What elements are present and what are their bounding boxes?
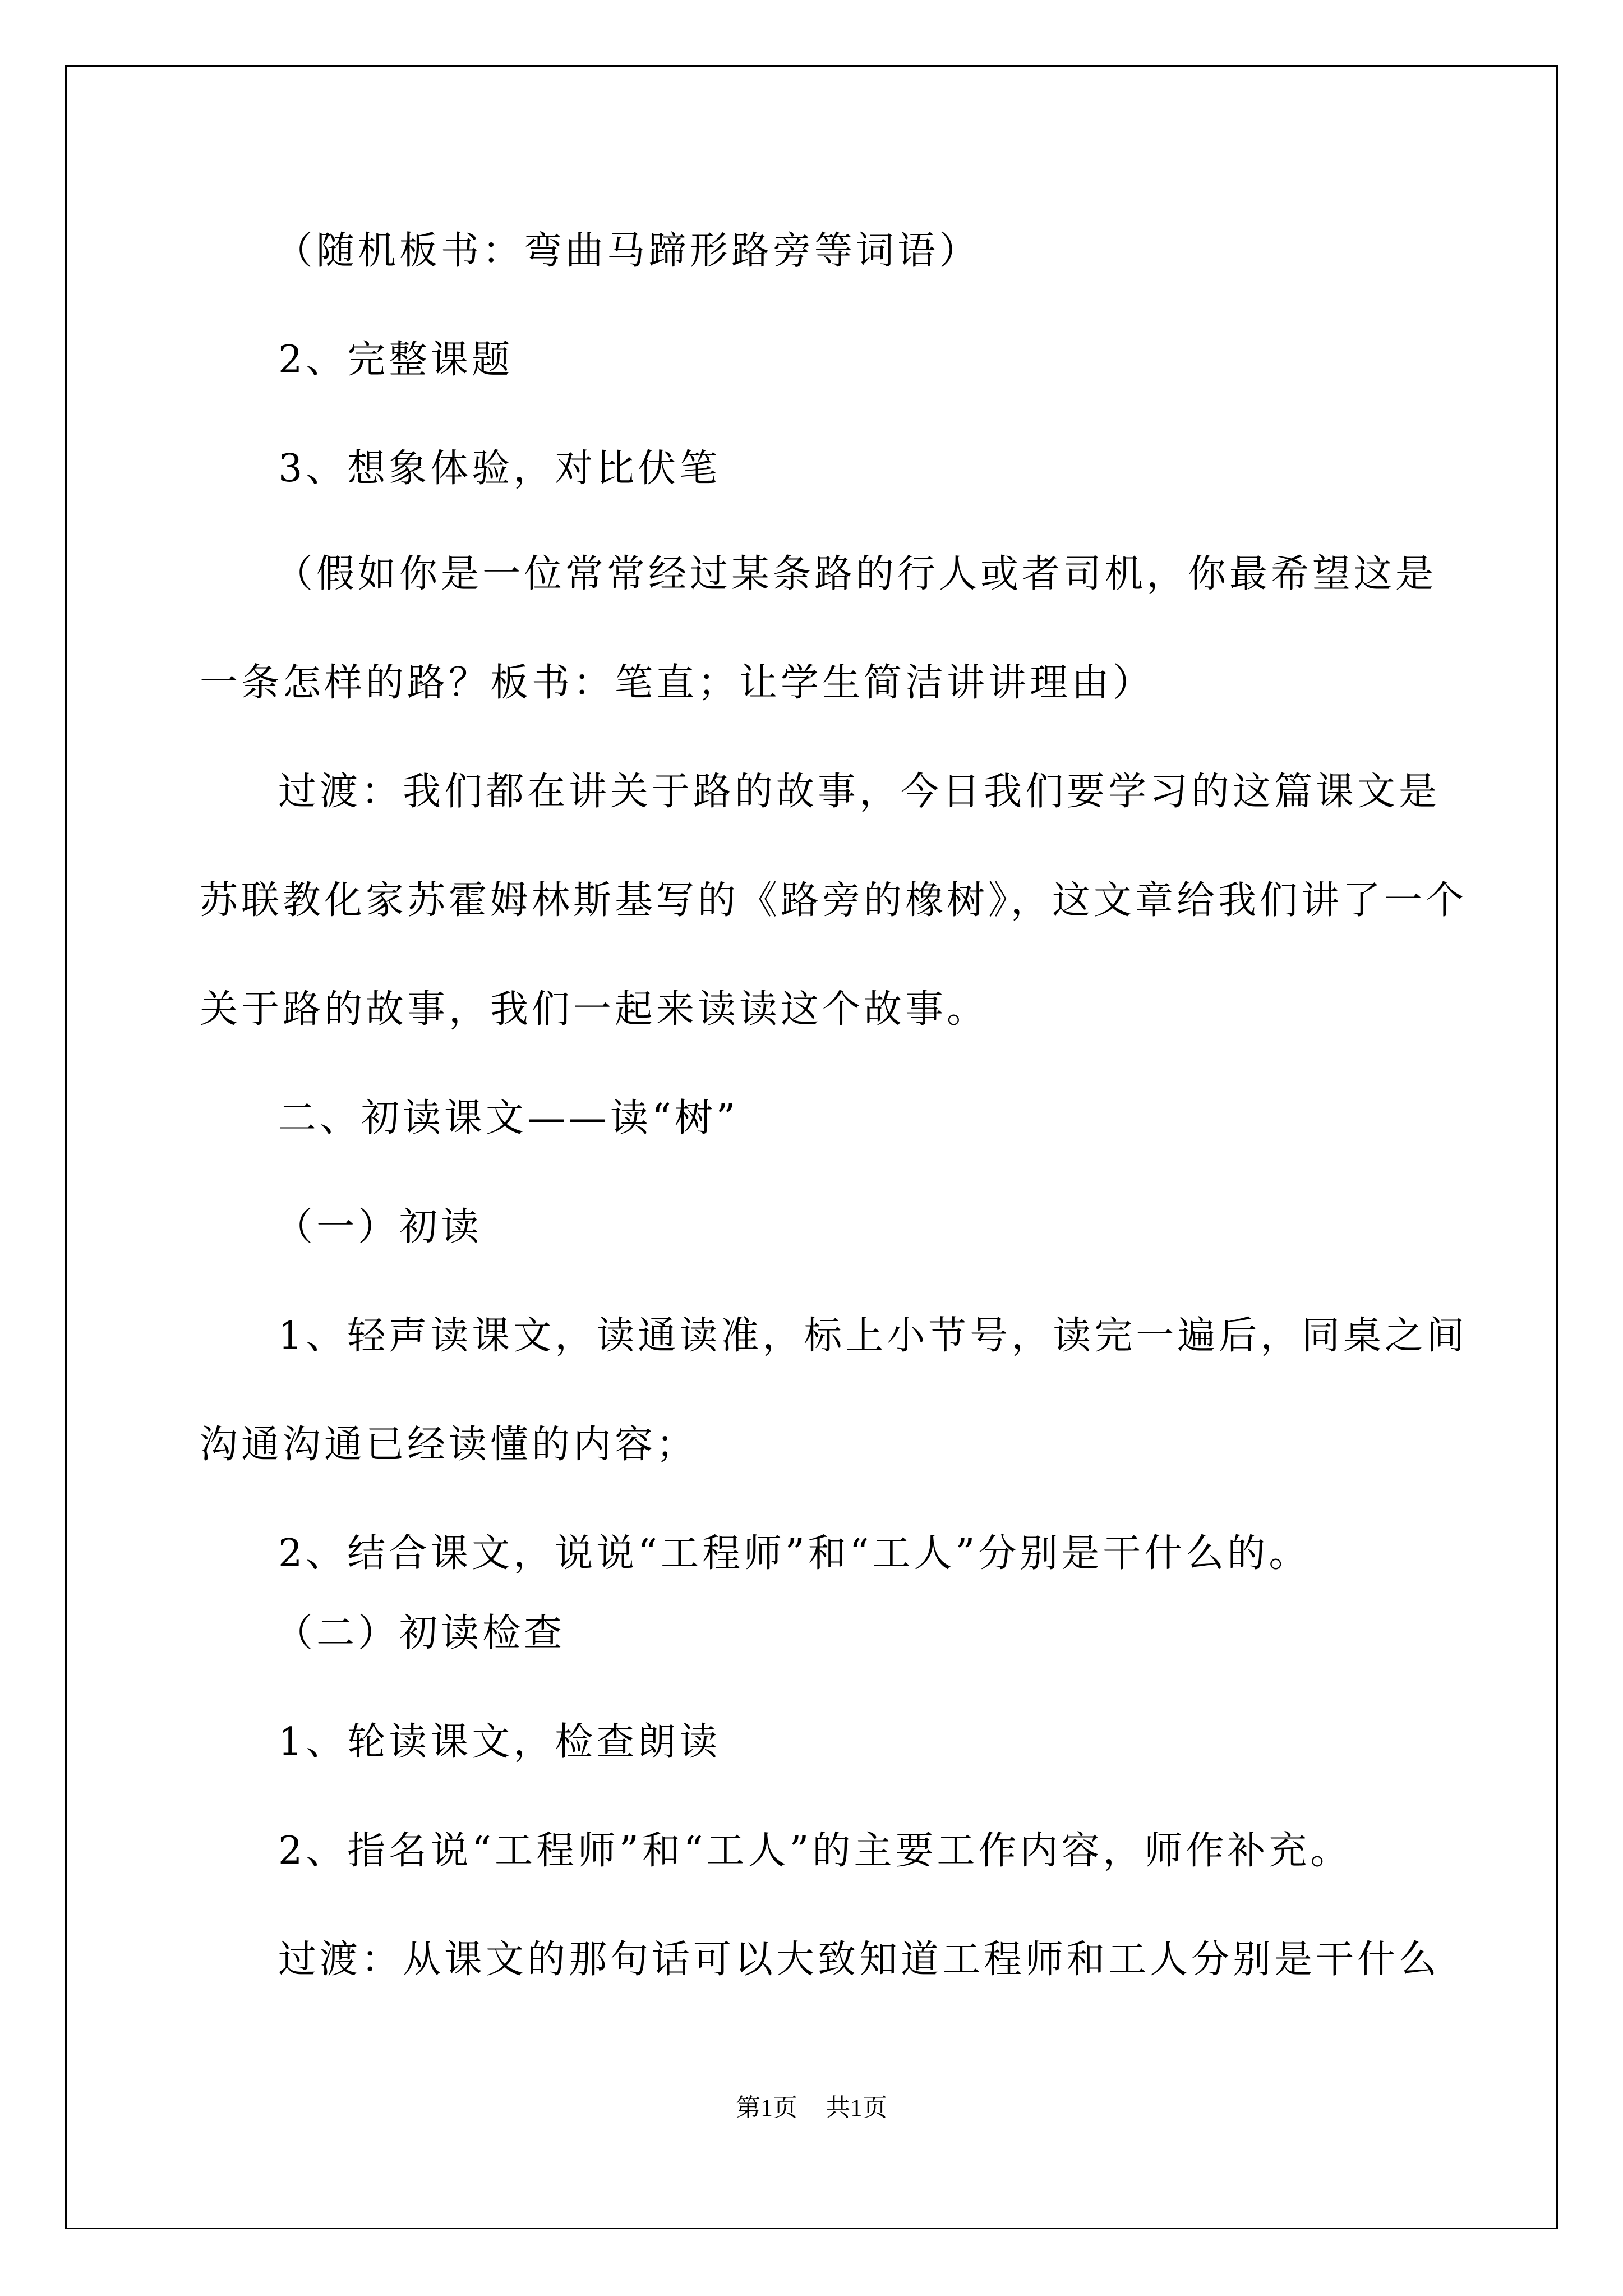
section-heading: 二、初读课文——读“树”: [278, 1096, 739, 1140]
paragraph-line: （随机板书：弯曲马蹄形路旁等词语）: [275, 229, 981, 273]
paragraph-line: 3、想象体验，对比伏笔: [278, 447, 721, 491]
paragraph-line: 关于路的故事，我们一起来读读这个故事。: [200, 987, 989, 1032]
paragraph-line: 2、结合课文，说说“工程师”和“工人”分别是干什么的。: [278, 1531, 1311, 1576]
paragraph-line: 一条怎样的路？板书：笔直；让学生简洁讲讲理由）: [200, 661, 1155, 705]
page-border: [65, 65, 1558, 2229]
page-footer: [0, 2091, 1623, 2125]
paragraph-line: 苏联教化家苏霍姆林斯基写的《路旁的橡树》，这文章给我们讲了一个: [200, 878, 1468, 923]
paragraph-line: 2、完整课题: [278, 338, 514, 382]
page-number: 第1页: [736, 2094, 797, 2122]
subsection-heading: （一）初读: [275, 1205, 483, 1249]
paragraph-line: 1、轻声读课文，读通读准，标上小节号，读完一遍后，同桌之间: [278, 1314, 1468, 1358]
paragraph-line: 1、轮读课文，检查朗读: [278, 1720, 721, 1764]
paragraph-line: 过渡：从课文的那句话可以大致知道工程师和工人分别是干什么: [278, 1938, 1441, 1982]
subsection-heading: （二）初读检查: [275, 1611, 566, 1655]
paragraph-line: 过渡：我们都在讲关于路的故事，今日我们要学习的这篇课文是: [278, 770, 1441, 814]
paragraph-line: 2、指名说“工程师”和“工人”的主要工作内容，师作补充。: [278, 1829, 1352, 1873]
paragraph-line: （假如你是一位常常经过某条路的行人或者司机，你最希望这是: [275, 552, 1437, 596]
paragraph-line: 沟通沟通已经读懂的内容；: [200, 1423, 698, 1467]
page-total: 共1页: [826, 2094, 887, 2122]
